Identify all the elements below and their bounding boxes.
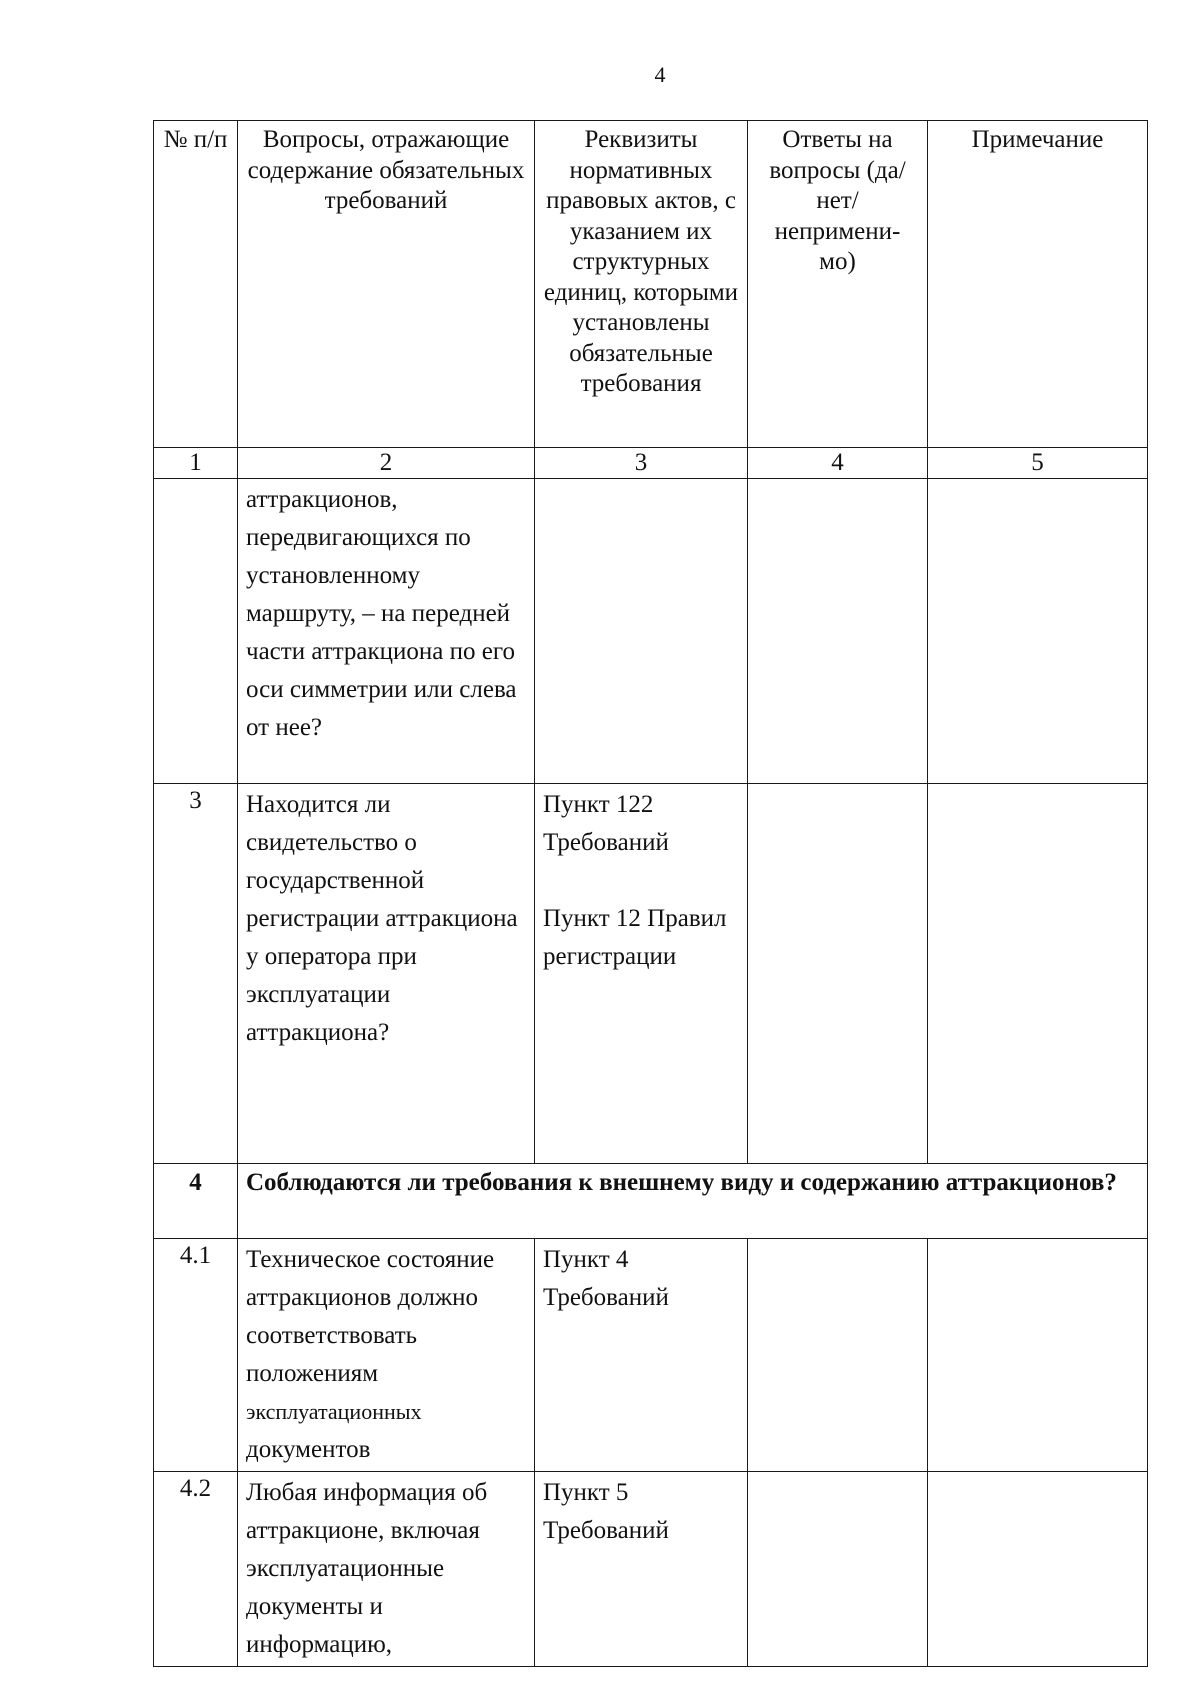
table-row bbox=[154, 784, 1148, 1164]
answer-cell bbox=[748, 784, 928, 1164]
table-row bbox=[154, 1472, 1148, 1667]
column-number: 4 bbox=[748, 448, 928, 479]
header-questions: Вопросы, отражающие содержание обязательных требований bbox=[238, 121, 535, 448]
row-number: 3 bbox=[154, 784, 238, 1164]
question-cell: аттракционов, передвигающихся по установленному маршруту, – на передней части аттракциона по его оси симметрии или слева от нее? bbox=[238, 479, 535, 784]
header-note: Примечание bbox=[928, 121, 1148, 448]
page-number: 4 bbox=[654, 62, 666, 87]
requisites-cell: Пункт 4 Требований bbox=[535, 1239, 748, 1472]
question-cell: Любая информация об аттракционе, включая эксплуатационные документы и информацию, bbox=[238, 1472, 535, 1667]
answer-cell bbox=[748, 1472, 928, 1667]
table-row bbox=[154, 479, 1148, 784]
column-number: 5 bbox=[928, 448, 1148, 479]
question-text: эксплуатационных bbox=[246, 1399, 422, 1424]
answer-cell bbox=[748, 479, 928, 784]
section-row bbox=[154, 1164, 1148, 1239]
header-number: № п/п bbox=[154, 121, 238, 448]
note-cell bbox=[928, 1239, 1148, 1472]
note-cell bbox=[928, 784, 1148, 1164]
question-cell bbox=[238, 1239, 535, 1472]
requisite-item: Пункт 12 Правил регистрации bbox=[543, 905, 727, 970]
requisite-item: Пункт 122 Требований bbox=[543, 791, 669, 856]
requisites-cell bbox=[535, 784, 748, 1164]
row-number: 4.2 bbox=[154, 1472, 238, 1667]
section-number: 4 bbox=[154, 1164, 238, 1239]
note-cell bbox=[928, 1472, 1148, 1667]
header-answers: Ответы на вопросы (да/нет/ непримени- мо) bbox=[748, 121, 928, 448]
requisites-cell: Пункт 5 Требований bbox=[535, 1472, 748, 1667]
row-number bbox=[154, 479, 238, 784]
column-number: 2 bbox=[238, 448, 535, 479]
table-row bbox=[154, 1239, 1148, 1472]
answer-cell bbox=[748, 1239, 928, 1472]
column-number: 1 bbox=[154, 448, 238, 479]
section-title: Соблюдаются ли требования к внешнему виду и содержанию аттракционов? bbox=[238, 1164, 1148, 1239]
table-header-row bbox=[154, 121, 1148, 448]
requisites-cell bbox=[535, 479, 748, 784]
column-number-row bbox=[154, 448, 1148, 479]
row-number: 4.1 bbox=[154, 1239, 238, 1472]
requirements-table bbox=[153, 120, 1148, 1667]
question-cell: Находится ли свидетельство о государственной регистрации аттракциона у оператора при эксплуатации аттракциона? bbox=[238, 784, 535, 1164]
question-text: документов bbox=[246, 1436, 371, 1463]
header-requisites: Реквизиты нормативных правовых актов, с указанием их структурных единиц, которыми установлены обязательные требования bbox=[535, 121, 748, 448]
question-text: Техническое состояние аттракционов должно соответствовать положениям bbox=[246, 1246, 495, 1387]
note-cell bbox=[928, 479, 1148, 784]
column-number: 3 bbox=[535, 448, 748, 479]
